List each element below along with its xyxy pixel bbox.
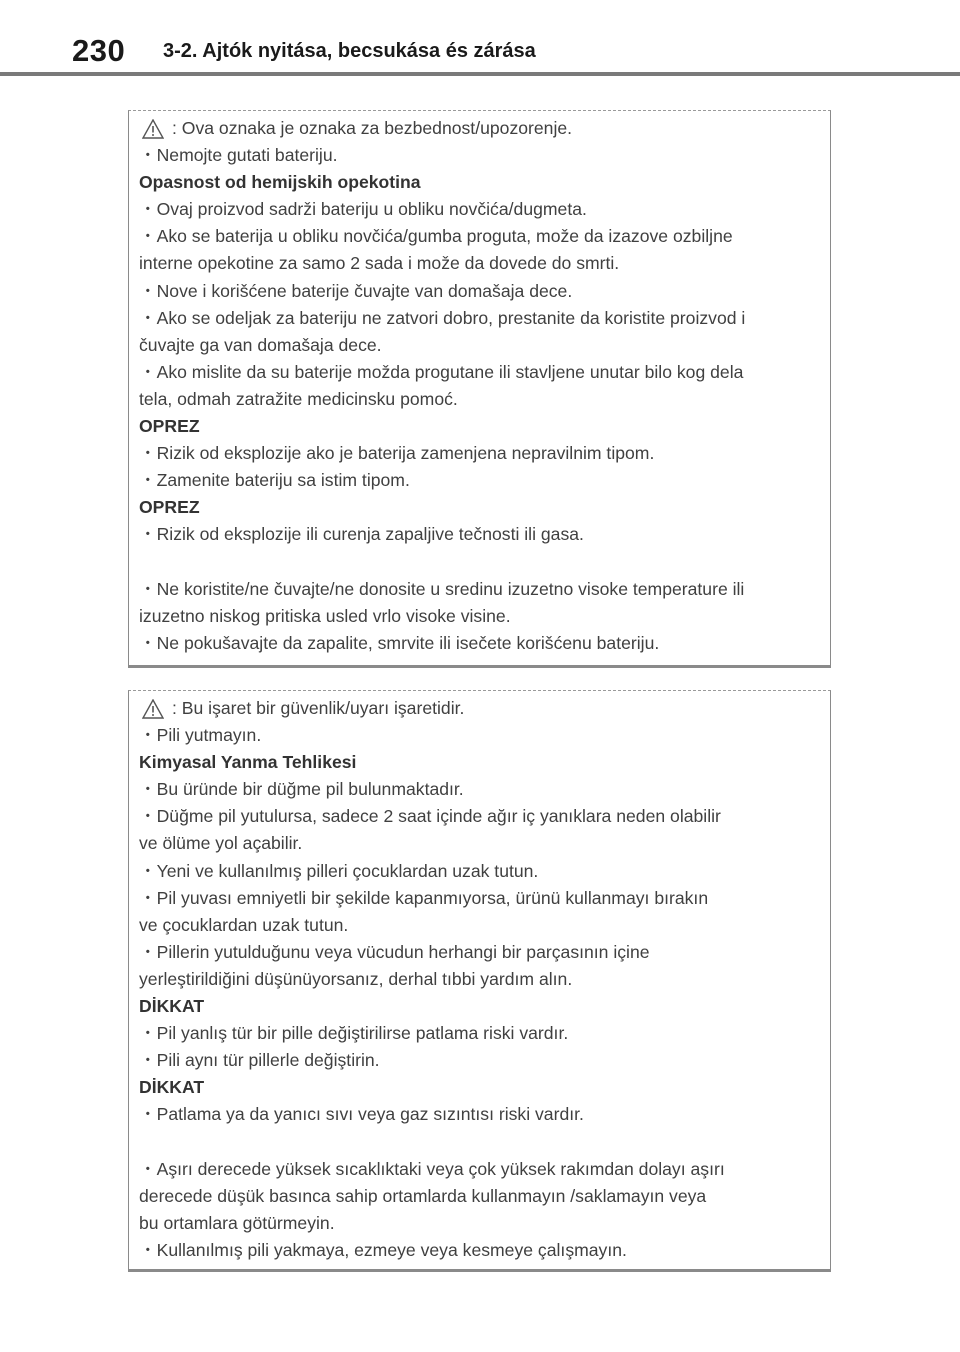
warning-text-line: ・Pili yutmayın. [139, 725, 262, 746]
warning-text-line: ・Ne pokušavajte da zapalite, smrvite ili isečete korišćenu bateriju. [139, 632, 660, 653]
section-title: 3-2. Ajtók nyitása, becsukása és zárása [163, 40, 536, 62]
warning-heading: OPREZ [139, 416, 200, 437]
warning-text-line: ・Pil yanlış tür bir pille değiştirilirse patlama riski vardır. [139, 1023, 569, 1044]
warning-text-line: derecede düşük basınca sahip ortamlarda kullanmayın /saklamayın veya [139, 1185, 707, 1206]
warning-label-row [139, 695, 822, 722]
warning-heading: Opasnost od hemijskih opekotina [139, 172, 421, 193]
warning-text-line: ・Rizik od eksplozije ako je baterija zamenjena nepravilnim tipom. [139, 443, 655, 464]
warning-text-line: ・Aşırı derecede yüksek sıcaklıktaki veya çok yüksek rakımdan dolayı aşırı [139, 1158, 725, 1179]
warning-text-line: ・Patlama ya da yanıcı sıvı veya gaz sızıntısı riski vardır. [139, 1104, 584, 1125]
warning-text-line: tela, odmah zatražite medicinsku pomoć. [139, 388, 458, 409]
warning-text-line: ・Yeni ve kullanılmış pilleri çocuklardan uzak tutun. [139, 860, 539, 881]
blank-line [139, 1129, 822, 1156]
warning-triangle-icon [142, 699, 164, 719]
warning-text-line: interne opekotine za samo 2 sada i može da dovede do smrti. [139, 253, 620, 274]
header-rule [0, 72, 960, 76]
warning-text-line: izuzetno niskog pritiska usled vrlo visoke visine. [139, 605, 511, 626]
page-number: 230 [72, 33, 126, 68]
warning-text-line: ・Nove i korišćene baterije čuvajte van domašaja dece. [139, 280, 573, 301]
blank-line [139, 549, 822, 576]
warning-heading: OPREZ [139, 497, 200, 518]
warning-heading: DİKKAT [139, 1077, 205, 1098]
warning-text-line: ・Pil yuvası emniyetli bir şekilde kapanmıyorsa, ürünü kullanmayı bırakın [139, 887, 709, 908]
warning-heading: Kimyasal Yanma Tehlikesi [139, 752, 357, 773]
warning-label-row [139, 115, 822, 142]
warning-text-line: ve çocuklardan uzak tutun. [139, 914, 349, 935]
warning-text-line: yerleştirildiğini düşünüyorsanız, derhal tıbbi yardım alın. [139, 968, 573, 989]
warning-text-line: ・Pili aynı tür pillerle değiştirin. [139, 1050, 380, 1071]
warning-text-line: ・Düğme pil yutulursa, sadece 2 saat içinde ağır iç yanıklara neden olabilir [139, 806, 721, 827]
warning-text-line: ・Zamenite bateriju sa istim tipom. [139, 470, 410, 491]
warning-text-line: ・Rizik od eksplozije ili curenja zapaljive tečnosti ili gasa. [139, 524, 584, 545]
warning-text-line: ve ölüme yol açabilir. [139, 833, 303, 854]
warning-heading: DİKKAT [139, 996, 205, 1017]
warning-text-line: ・Kullanılmış pili yakmaya, ezmeye veya kesmeye çalışmayın. [139, 1239, 627, 1260]
warning-box-turkish [128, 690, 831, 1270]
warning-text-line: ・Ovaj proizvod sadrži bateriju u obliku novčića/dugmeta. [139, 199, 587, 220]
warning-text-line: ・Bu üründe bir düğme pil bulunmaktadır. [139, 779, 464, 800]
warning-triangle-icon [142, 119, 164, 139]
page-header [0, 0, 960, 80]
warning-lines [139, 722, 822, 1264]
warning-lines [139, 142, 822, 657]
warning-label: : Ova oznaka je oznaka za bezbednost/upozorenje. [172, 118, 573, 138]
warning-text-line: ・Ako se odeljak za bateriju ne zatvori dobro, prestanite da koristite proizvod i [139, 307, 746, 328]
warning-box-serbian [128, 110, 831, 666]
warning-text-line: ・Ako mislite da su baterije možda progutane ili stavljene unutar bilo kog dela [139, 361, 744, 382]
warning-label: : Bu işaret bir güvenlik/uyarı işaretidir. [172, 698, 465, 718]
warning-text-line: čuvajte ga van domašaja dece. [139, 334, 382, 355]
warning-text-line: ・Pillerin yutulduğunu veya vücudun herhangi bir parçasının içine [139, 941, 650, 962]
warning-text-line: ・Ako se baterija u obliku novčića/gumba proguta, može da izazove ozbiljne [139, 226, 733, 247]
warning-text-line: ・Nemojte gutati bateriju. [139, 145, 338, 166]
warning-text-line: bu ortamlara götürmeyin. [139, 1212, 335, 1233]
warning-text-line: ・Ne koristite/ne čuvajte/ne donosite u sredinu izuzetno visoke temperature ili [139, 578, 745, 599]
